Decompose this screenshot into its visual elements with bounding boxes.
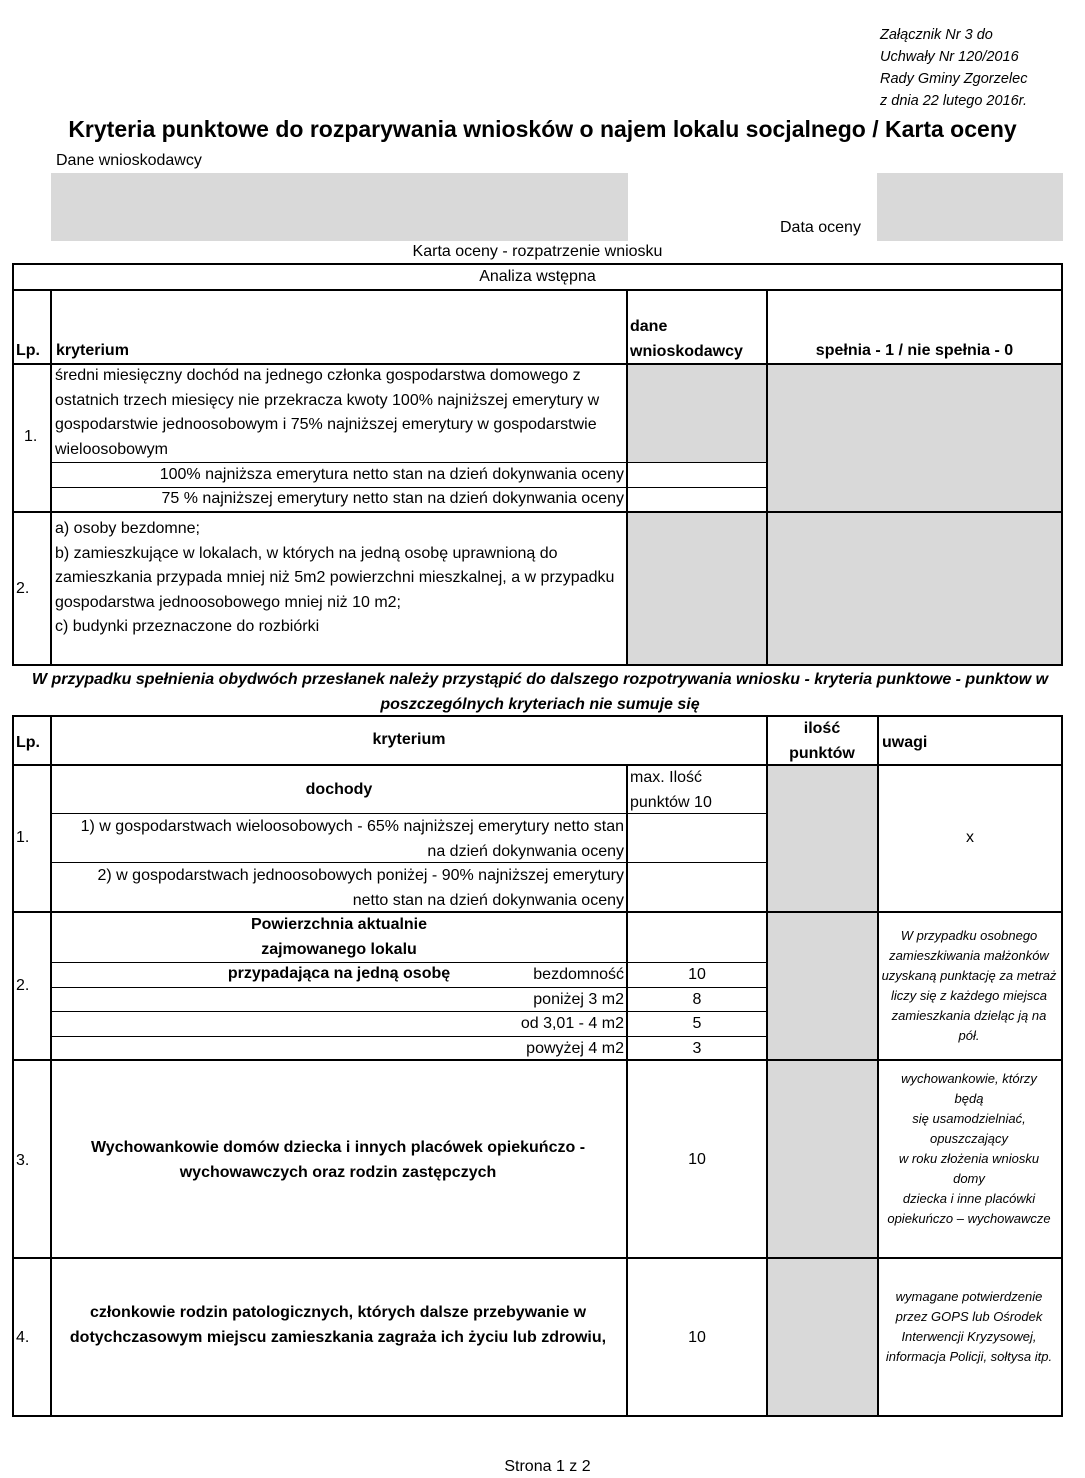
note-line: się usamodzielniać, <box>912 1111 1026 1126</box>
table-header: Analiza wstępna <box>479 268 596 285</box>
date-field[interactable] <box>877 173 1063 241</box>
note-line: w roku złożenia wniosku <box>898 1151 1040 1166</box>
column-header-lp: Lp. <box>16 734 40 751</box>
row-number: 4. <box>16 1329 30 1346</box>
criterion-sub-item: 75 % najniższej emerytury netto stan na dzień dokynwania oceny <box>161 490 624 507</box>
meets-cell[interactable] <box>768 364 1062 512</box>
row-number: 2. <box>16 580 30 597</box>
criterion-sub-item: 2) w gospodarstwach jednoosobowych poniżej - 90% najniższej emerytury netto stan na dzień dokynwania oceny <box>97 867 624 909</box>
criterion-line-c: c) budynki przeznaczone do rozbiórki <box>55 618 320 635</box>
criterion-text: średni miesięczny dochód na jednego członka gospodarstwa domowego z ostatnich trzech miesięcy nie przekracza kwoty 100% najniższej emerytury w gospodarstwie jednoosobowym i 75% najniższej emerytury w gospodarstwie wieloosobowym <box>55 367 600 458</box>
note-text: x <box>966 829 974 846</box>
criterion-sub-item: 1) w gospodarstwach wieloosobowych - 65% najniższej emerytury netto stan na dzień dokynwania oceny <box>80 818 624 860</box>
column-header-meets: spełnia - 1 / nie spełnia - 0 <box>815 342 1014 359</box>
criterion-title: Powierzchnia aktualnie zajmowanego lokalu przypadająca na jedną osobę <box>227 916 451 982</box>
points-value: 10 <box>688 1151 706 1168</box>
row-number: 1. <box>24 428 38 445</box>
column-header-criterion: kryterium <box>56 342 129 359</box>
applicant-label: Dane wnioskodawcy <box>56 152 202 169</box>
points-column[interactable] <box>768 766 877 1416</box>
note-line: domy <box>953 1171 985 1186</box>
area-points: 5 <box>692 1015 702 1032</box>
note-line: opiekuńczo – wychowawcze <box>887 1211 1051 1226</box>
note-line: będą <box>954 1091 984 1106</box>
row-number: 2. <box>16 977 30 994</box>
area-points: 10 <box>688 966 706 983</box>
annex-note <box>880 24 1080 112</box>
area-label: poniżej 3 m2 <box>533 991 624 1008</box>
annex-line: z dnia 22 lutego 2016r. <box>880 93 1027 109</box>
area-label: od 3,01 - 4 m2 <box>520 1015 624 1032</box>
area-points: 3 <box>692 1040 702 1057</box>
annex-line: Załącznik Nr 3 do <box>880 27 993 43</box>
points-value: 10 <box>688 1329 706 1346</box>
page-footer: Strona 1 z 2 <box>504 1458 591 1475</box>
row-number: 3. <box>16 1152 30 1169</box>
column-header-lp: Lp. <box>16 342 40 359</box>
date-label: Data oceny <box>780 219 861 236</box>
note-line: wychowankowie, którzy <box>901 1071 1037 1086</box>
row-number: 1. <box>16 829 30 846</box>
note-text: W przypadku osobnego zamieszkiwania małżonków uzyskaną punktację za metraż liczy się z każdego miejsca zamieszkania dzieląc ją na pół. <box>881 928 1057 1043</box>
column-header-points: ilość punktów <box>789 720 855 762</box>
area-label: powyżej 4 m2 <box>526 1040 624 1057</box>
area-points: 8 <box>692 991 702 1008</box>
note-line: dziecka i inne placówki <box>902 1191 1036 1206</box>
column-header-applicant-data: dane wnioskodawcy <box>630 318 743 360</box>
annex-line: Uchwały Nr 120/2016 <box>880 49 1019 65</box>
applicant-data-field[interactable] <box>51 173 628 241</box>
annex-line: Rady Gminy Zgorzelec <box>880 71 1028 87</box>
applicant-data-cell[interactable] <box>628 364 767 462</box>
note-line: opuszczający <box>929 1131 1009 1146</box>
instruction-note: W przypadku spełnienia obydwóch przesłanek należy przystąpić do dalszego rozpotrywania wniosku - kryteria punktowe - punktow w poszczególnych kryteriach nie sumuje się <box>31 671 1049 713</box>
column-header-criterion: kryterium <box>372 731 446 748</box>
criterion-text: członkowie rodzin patologicznych, których dalsze przebywanie w dotychczasowym miejscu zamieszkania zagraża ich życiu lub zdrowiu, <box>69 1304 607 1346</box>
criterion-title: dochody <box>305 781 373 798</box>
criterion-sub-item: 100% najniższa emerytura netto stan na dzień dokynwania oceny <box>159 466 624 483</box>
max-points-label: max. Ilość punktów 10 <box>630 769 712 811</box>
criterion-line-b: b) zamieszkujące w lokalach, w których na jedną osobę uprawnioną do zamieszkania przypada mniej niż 5m2 powierzchni mieszkalnej, a w przypadku gospodarstwa jednoosobowego mniej niż 10 m2; <box>55 544 615 611</box>
applicant-data-cell[interactable] <box>628 513 767 664</box>
page-title: Kryteria punktowe do rozparywania wniosków o najem lokalu socjalnego / Karta oceny <box>68 116 1017 142</box>
criterion-text <box>55 517 626 640</box>
area-label: bezdomność <box>533 966 624 983</box>
section-caption: Karta oceny - rozpatrzenie wniosku <box>412 243 663 260</box>
note-text <box>879 1069 1059 1229</box>
meets-cell[interactable] <box>768 513 1062 664</box>
criterion-text: Wychowankowie domów dziecka i innych placówek opiekuńczo - wychowawczych oraz rodzin zastępczych <box>90 1139 586 1181</box>
note-text: wymagane potwierdzenie przez GOPS lub Ośrodek Interwencji Kryzysowej, informacja Policji, sołtysa itp. <box>885 1289 1053 1364</box>
column-header-notes: uwagi <box>882 734 928 751</box>
criterion-line-a: a) osoby bezdomne; <box>55 520 200 537</box>
